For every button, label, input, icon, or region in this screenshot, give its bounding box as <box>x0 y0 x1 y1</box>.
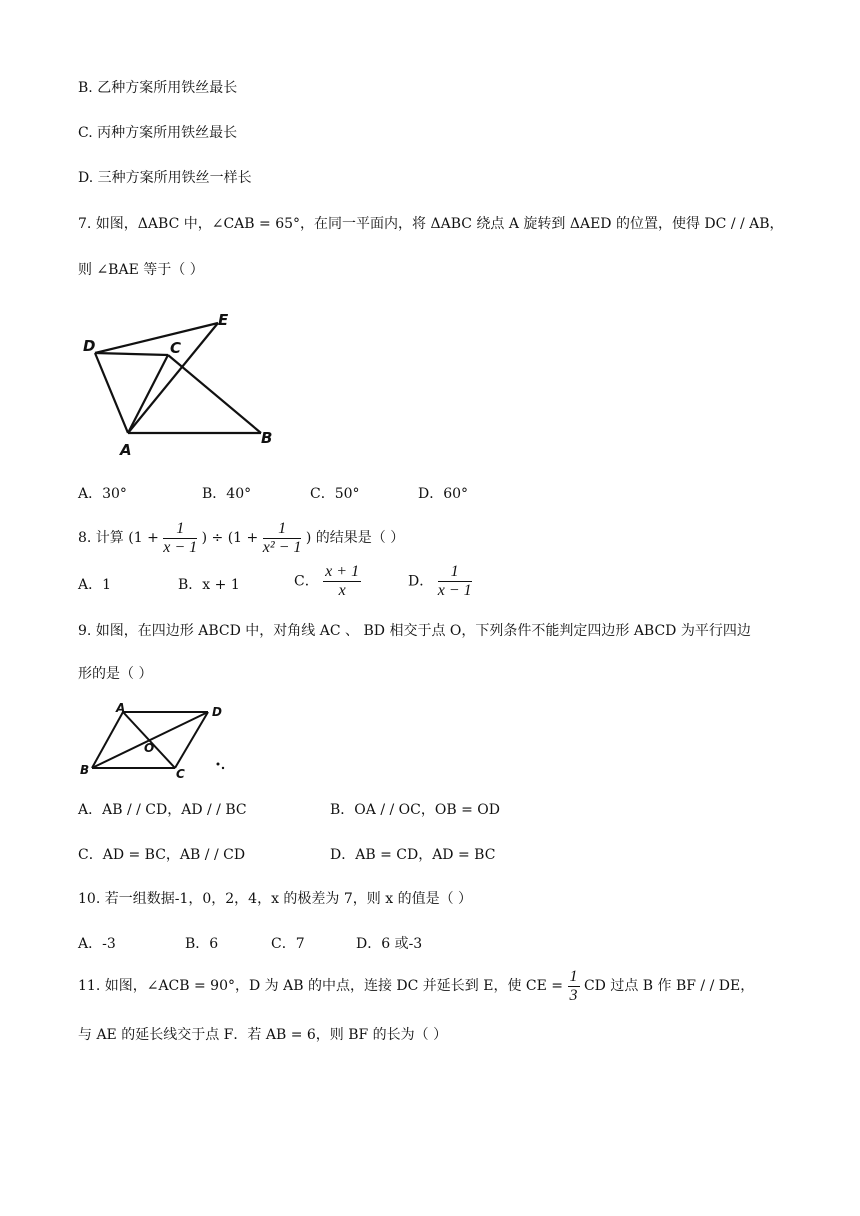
q10-option-c: C．7 <box>271 936 305 952</box>
q8-f2-denominator: x² − 1 <box>262 538 302 556</box>
q7-option-c: C．50° <box>310 486 360 502</box>
q7-line-dc <box>95 353 168 355</box>
q8-f2-numerator: 1 <box>263 520 302 539</box>
q7-stem-line1: 7. 如图，ΔABC 中，∠CAB = 65°，在同一平面内，将 ΔABC 绕点 A 旋转到 ΔAED 的位置，使得 DC / / AB， <box>78 216 784 232</box>
q8-option-c-denominator: x <box>338 582 346 599</box>
q11-stem-line2: 与 AE 的延长线交于点 F．若 AB = 6，则 BF 的长为（ ） <box>78 1027 448 1043</box>
q7-label-a: A <box>120 441 132 459</box>
q7-line-de <box>95 323 218 353</box>
q11-stem-line1 <box>78 966 754 1006</box>
q8-option-d <box>408 563 472 600</box>
q9-option-b: B．OA / / OC，OB = OD <box>330 802 500 818</box>
q10-option-b: B．6 <box>185 936 219 952</box>
q9-stray-dot-2 <box>222 767 224 769</box>
q11-post: CD 过点 B 作 BF / / DE， <box>583 978 755 994</box>
q7-figure <box>78 305 293 460</box>
q7-label-c: C <box>170 339 182 357</box>
q9-option-a: A．AB / / CD，AD / / BC <box>78 802 247 818</box>
q10-option-a: A．-3 <box>78 936 116 952</box>
q8-suffix: ) 的结果是（ ） <box>305 530 405 546</box>
q8-f1-numerator: 1 <box>163 520 197 539</box>
q8-fraction-1 <box>163 520 197 557</box>
q9-label-d: D <box>212 705 222 719</box>
q6-option-d: D. 三种方案所用铁丝一样长 <box>78 170 252 186</box>
q8-mid: ) ÷ (1 + <box>201 530 259 546</box>
q8-option-a: A．1 <box>78 577 112 593</box>
q11-denominator: 3 <box>569 986 578 1004</box>
q7-line-ac <box>128 355 168 433</box>
q8-option-d-label: D． <box>408 573 434 590</box>
q8-option-b: B．x + 1 <box>178 577 240 593</box>
q10-option-d: D．6 或-3 <box>356 936 423 952</box>
q6-option-b: B. 乙种方案所用铁丝最长 <box>78 80 238 96</box>
q8-prefix: 8. 计算 (1 + <box>78 530 159 546</box>
q7-label-d: D <box>83 337 96 355</box>
q9-stem-line1: 9. 如图，在四边形 ABCD 中，对角线 AC 、 BD 相交于点 O，下列条件不能判定四边形 ABCD 为平行四边 <box>78 623 751 639</box>
q8-stem <box>78 518 404 558</box>
q7-option-a: A．30° <box>78 486 127 502</box>
q7-option-d: D．60° <box>418 486 469 502</box>
q8-option-c-label: C． <box>294 573 319 590</box>
q9-label-o: O <box>144 741 155 755</box>
q9-label-b: B <box>80 763 90 777</box>
q8-option-c <box>294 563 361 600</box>
q7-label-e: E <box>218 311 229 329</box>
q8-fraction-2 <box>263 520 302 557</box>
q11-pre: 11. 如图，∠ACB = 90°，D 为 AB 的中点，连接 DC 并延长到 E，使 CE = <box>78 978 564 994</box>
q9-stray-dot <box>217 763 220 766</box>
q7-line-da <box>95 353 128 433</box>
q9-stem-line2: 形的是（ ） <box>78 666 153 682</box>
q7-label-b: B <box>261 429 273 447</box>
q8-option-c-numerator: x + 1 <box>325 563 360 580</box>
q7-option-b: B．40° <box>202 486 252 502</box>
q9-option-d: D．AB = CD，AD = BC <box>330 847 496 863</box>
q8-option-c-fraction <box>323 563 361 600</box>
q8-option-d-fraction <box>438 563 472 600</box>
q9-option-c: C．AD = BC，AB / / CD <box>78 847 246 863</box>
q7-stem-line2: 则 ∠BAE 等于（ ） <box>78 262 204 278</box>
q9-label-a: A <box>116 701 126 715</box>
q7-line-cb <box>168 355 261 433</box>
q6-option-c: C. 丙种方案所用铁丝最长 <box>78 125 238 141</box>
q8-option-d-denominator: x − 1 <box>437 582 472 599</box>
q9-figure <box>78 700 238 782</box>
q11-numerator: 1 <box>569 967 578 985</box>
q11-fraction <box>568 968 580 1005</box>
q8-option-d-numerator: 1 <box>438 563 472 582</box>
q8-f1-denominator: x − 1 <box>163 538 198 556</box>
q10-stem: 10. 若一组数据-1，0，2，4，x 的极差为 7，则 x 的值是（ ） <box>78 891 473 907</box>
q9-label-c: C <box>176 767 185 781</box>
